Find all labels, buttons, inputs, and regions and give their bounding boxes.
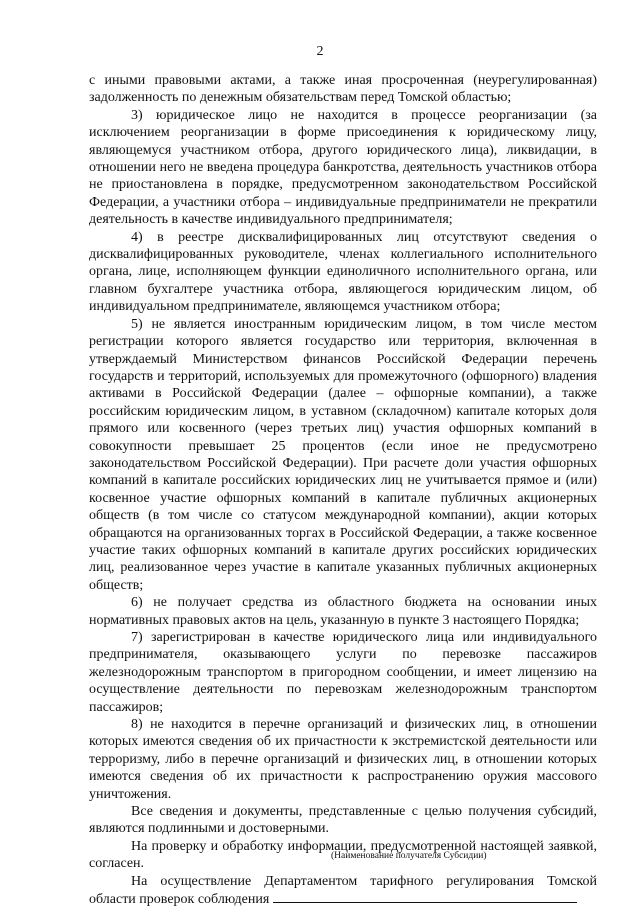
inspection-consent-text: На осуществление Департаментом тарифного регулирования Томской области проверок соблюдения [89,873,597,908]
paragraph-debt-continuation: с иными правовыми актами, а также иная просроченная (неурегулированная) задолженность по денежным обязательствам перед Томской областью; [89,73,597,106]
document-body [89,72,597,909]
paragraph-item-3: 3) юридическое лицо не находится в процессе реорганизации (за исключением реорганизации в форме присоединения к юридическому лицу, являющемуся участником отбора, другого юридического лица), ликвидации, в отношении него не введена процедура банкротства, деятельность участников отбора не приостановлена в порядке, предусмотренном законодательством Российской Федерации, а участники отбора – индивидуальные предприниматели не прекратили деятельность в качестве индивидуального предпринимателя; [89,107,597,228]
paragraph-inspection-consent [89,873,597,909]
page-number: 2 [316,44,324,59]
paragraph-item-8: 8) не находится в перечне организаций и физических лиц, в отношении которых имеются сведения об их причастности к экстремистской деятельности или терроризму, либо в перечне организаций и физических лиц, в отношении которых имеются сведения об их причастности к распространению оружия массового уничтожения. [89,717,597,802]
paragraph-item-6: 6) не получает средства из областного бюджета на основании иных нормативных правовых актов на цель, указанную в пункте 3 настоящего Порядка; [89,595,597,628]
paragraph-item-5: 5) не является иностранным юридическим лицом, в том числе местом регистрации которого является государство или территория, включенная в утверждаемый Министерством финансов Российской Федерации перечень государств и территорий, используемых для промежуточного (офшорного) владения активами в Российской Федерации (далее – офшорные компании), а также российским юридическим лицом, в уставном (складочном) капитале которых доля прямого или косвенного (через третьих лиц) участия офшорных компаний в совокупности превышает 25 процентов (если иное не предусмотрено законодательством Российской Федерации). При расчете доли участия офшорных компаний в капитале российских юридических лиц не учитывается прямое и (или) косвенное участие офшорных компаний в капитале публичных акционерных обществ (в том числе со статусом международной компании), акции которых обращаются на организованных торгах в Российской Федерации, а также косвенное участие таких офшорных компаний в капитале других российских юридических лиц, реализованное через участие в капитале указанных публичных акционерных обществ; [89,316,597,593]
paragraph-item-4: 4) в реестре дисквалифицированных лиц отсутствуют сведения о дисквалифицированных руководителе, членах коллегиального исполнительного органа, лице, исполняющем функции единоличного исполнительного органа, или главном бухгалтере участника отбора, являющегося юридическим лицом, об индивидуальном предпринимателе, являющемся участником отбора; [89,229,597,315]
paragraph-item-7: 7) зарегистрирован в качестве юридического лица или индивидуального предпринимателя, оказывающего услуги по перевозке пассажиров железнодорожным транспортом в пригородном сообщении, и имеет лицензию на осуществление деятельности по перевозкам железнодорожным транспортом пассажиров; [89,630,597,715]
recipient-name-caption: (Наименование получателя Субсидии) [331,851,487,861]
paragraph-consent: На проверку и обработку информации, предусмотренной настоящей заявкой, согласен. [89,838,597,872]
recipient-name-field[interactable] [273,890,577,903]
paragraph-authenticity: Все сведения и документы, представленные с целью получения субсидий, являются подлинными и достоверными. [89,804,597,837]
